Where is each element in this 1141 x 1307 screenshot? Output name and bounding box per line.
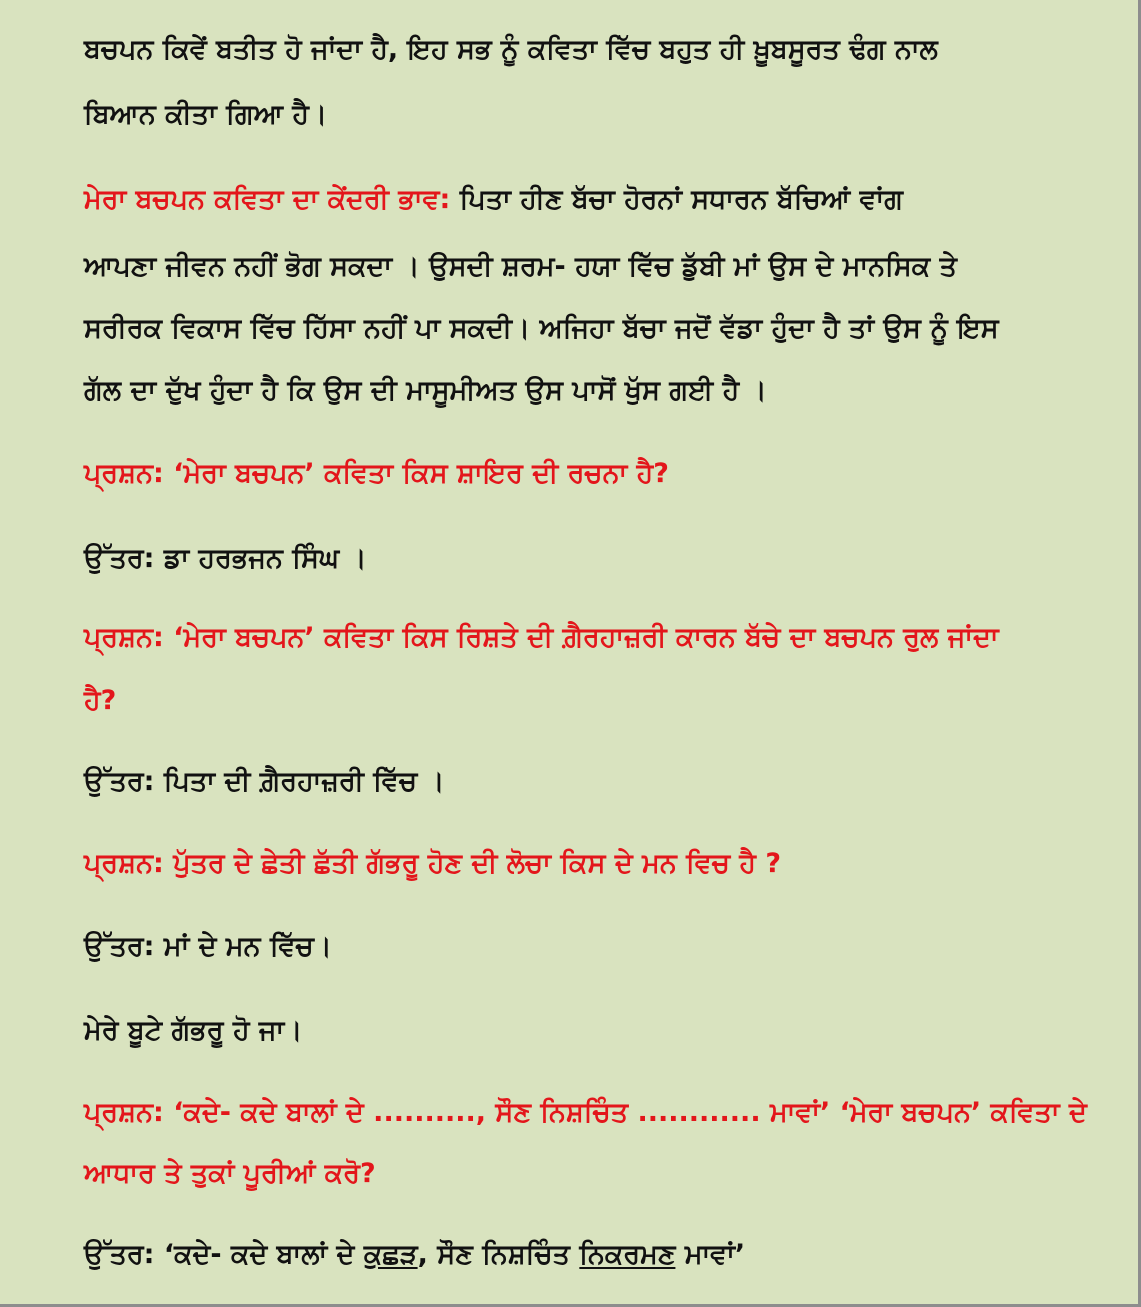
answer-2: ਉੱਤਰ: ਪਿਤਾ ਦੀ ਗ਼ੈਰਹਾਜ਼ਰੀ ਵਿੱਚ । [84, 766, 445, 797]
central-theme-line-2: ਆਪਣਾ ਜੀਵਨ ਨਹੀਂ ਭੋਗ ਸਕਦਾ । ਉਸਦੀ ਸ਼ਰਮ- ਹਯਾ ਵਿੱਚ ਡੁੱਬੀ ਮਾਂ ਉਸ ਦੇ ਮਾਨਸਿਕ ਤੇ [84, 251, 957, 282]
question-4-line-1: ਪ੍ਰਸ਼ਨ: ‘ਕਦੇ- ਕਦੇ ਬਾਲਾਂ ਦੇ .........., ਸੌਣ ਨਿਸ਼ਚਿੰਤ ............ ਮਾਵਾਂ’ ‘ਮੇਰਾ ਬਚਪਨ’ ਕਵਿਤਾ ਦੇ [84, 1097, 1087, 1128]
central-theme-line-4: ਗੱਲ ਦਾ ਦੁੱਖ ਹੁੰਦਾ ਹੈ ਕਿ ਉਸ ਦੀ ਮਾਸੂਮੀਅਤ ਉਸ ਪਾਸੋਂ ਖੁੱਸ ਗਈ ਹੈ । [84, 375, 767, 406]
answer-4-fill-2: ਨਿਕਰਮਣ [579, 1239, 676, 1270]
answer-1: ਉੱਤਰ: ਡਾ ਹਰਭਜਨ ਸਿੰਘ । [84, 543, 367, 574]
question-3: ਪ੍ਰਸ਼ਨ: ਪੁੱਤਰ ਦੇ ਛੇਤੀ ਛੱਤੀ ਗੱਭਰੂ ਹੋਣ ਦੀ ਲੋਚਾ ਕਿਸ ਦੇ ਮਨ ਵਿਚ ਹੈ ? [84, 848, 782, 879]
central-theme-text: ਪਿਤਾ ਹੀਣ ਬੱਚਾ ਹੋਰਨਾਂ ਸਧਾਰਨ ਬੱਚਿਆਂ ਵਾਂਗ [450, 184, 903, 215]
intro-line-2: ਬਿਆਨ ਕੀਤਾ ਗਿਆ ਹੈ। [84, 99, 328, 130]
question-2-line-1: ਪ੍ਰਸ਼ਨ: ‘ਮੇਰਾ ਬਚਪਨ’ ਕਵਿਤਾ ਕਿਸ ਰਿਸ਼ਤੇ ਦੀ ਗ਼ੈਰਹਾਜ਼ਰੀ ਕਾਰਨ ਬੱਚੇ ਦਾ ਬਚਪਨ ਰੁਲ ਜਾਂਦਾ [84, 622, 999, 653]
answer-4-suffix: ਮਾਵਾਂ’ [675, 1239, 746, 1270]
question-2-line-2: ਹੈ? [84, 685, 117, 716]
question-1: ਪ੍ਰਸ਼ਨ: ‘ਮੇਰਾ ਬਚਪਨ’ ਕਵਿਤਾ ਕਿਸ ਸ਼ਾਇਰ ਦੀ ਰਚਨਾ ਹੈ? [84, 458, 669, 489]
answer-4-middle: , ਸੌਣ ਨਿਸ਼ਚਿੰਤ [417, 1239, 580, 1270]
central-theme-heading: ਮੇਰਾ ਬਚਪਨ ਕਵਿਤਾ ਦਾ ਕੇਂਦਰੀ ਭਾਵ: [84, 184, 451, 215]
answer-4 [84, 1237, 745, 1273]
question-4-line-2: ਆਧਾਰ ਤੇ ਤੁਕਾਂ ਪੂਰੀਆਂ ਕਰੋ? [84, 1158, 376, 1189]
answer-4-fill-1: ਕੁਛੜ [363, 1239, 418, 1270]
answer-3-quote: ਮੇਰੇ ਬੂਟੇ ਗੱਭਰੂ ਹੋ ਜਾ। [84, 1015, 303, 1046]
intro-line-1: ਬਚਪਨ ਕਿਵੇਂ ਬਤੀਤ ਹੋ ਜਾਂਦਾ ਹੈ, ਇਹ ਸਭ ਨੂੰ ਕਵਿਤਾ ਵਿੱਚ ਬਹੁਤ ਹੀ ਖ਼ੂਬਸੂਰਤ ਢੰਗ ਨਾਲ [84, 34, 938, 65]
answer-3: ਉੱਤਰ: ਮਾਂ ਦੇ ਮਨ ਵਿੱਚ। [84, 931, 332, 962]
central-theme-line-3: ਸਰੀਰਕ ਵਿਕਾਸ ਵਿੱਚ ਹਿੱਸਾ ਨਹੀਂ ਪਾ ਸਕਦੀ। ਅਜਿਹਾ ਬੱਚਾ ਜਦੋਂ ਵੱਡਾ ਹੁੰਦਾ ਹੈ ਤਾਂ ਉਸ ਨੂੰ ਇਸ [84, 313, 999, 344]
answer-4-prefix: ਉੱਤਰ: ‘ਕਦੇ- ਕਦੇ ਬਾਲਾਂ ਦੇ [84, 1239, 364, 1270]
central-theme-line-1 [84, 182, 903, 218]
